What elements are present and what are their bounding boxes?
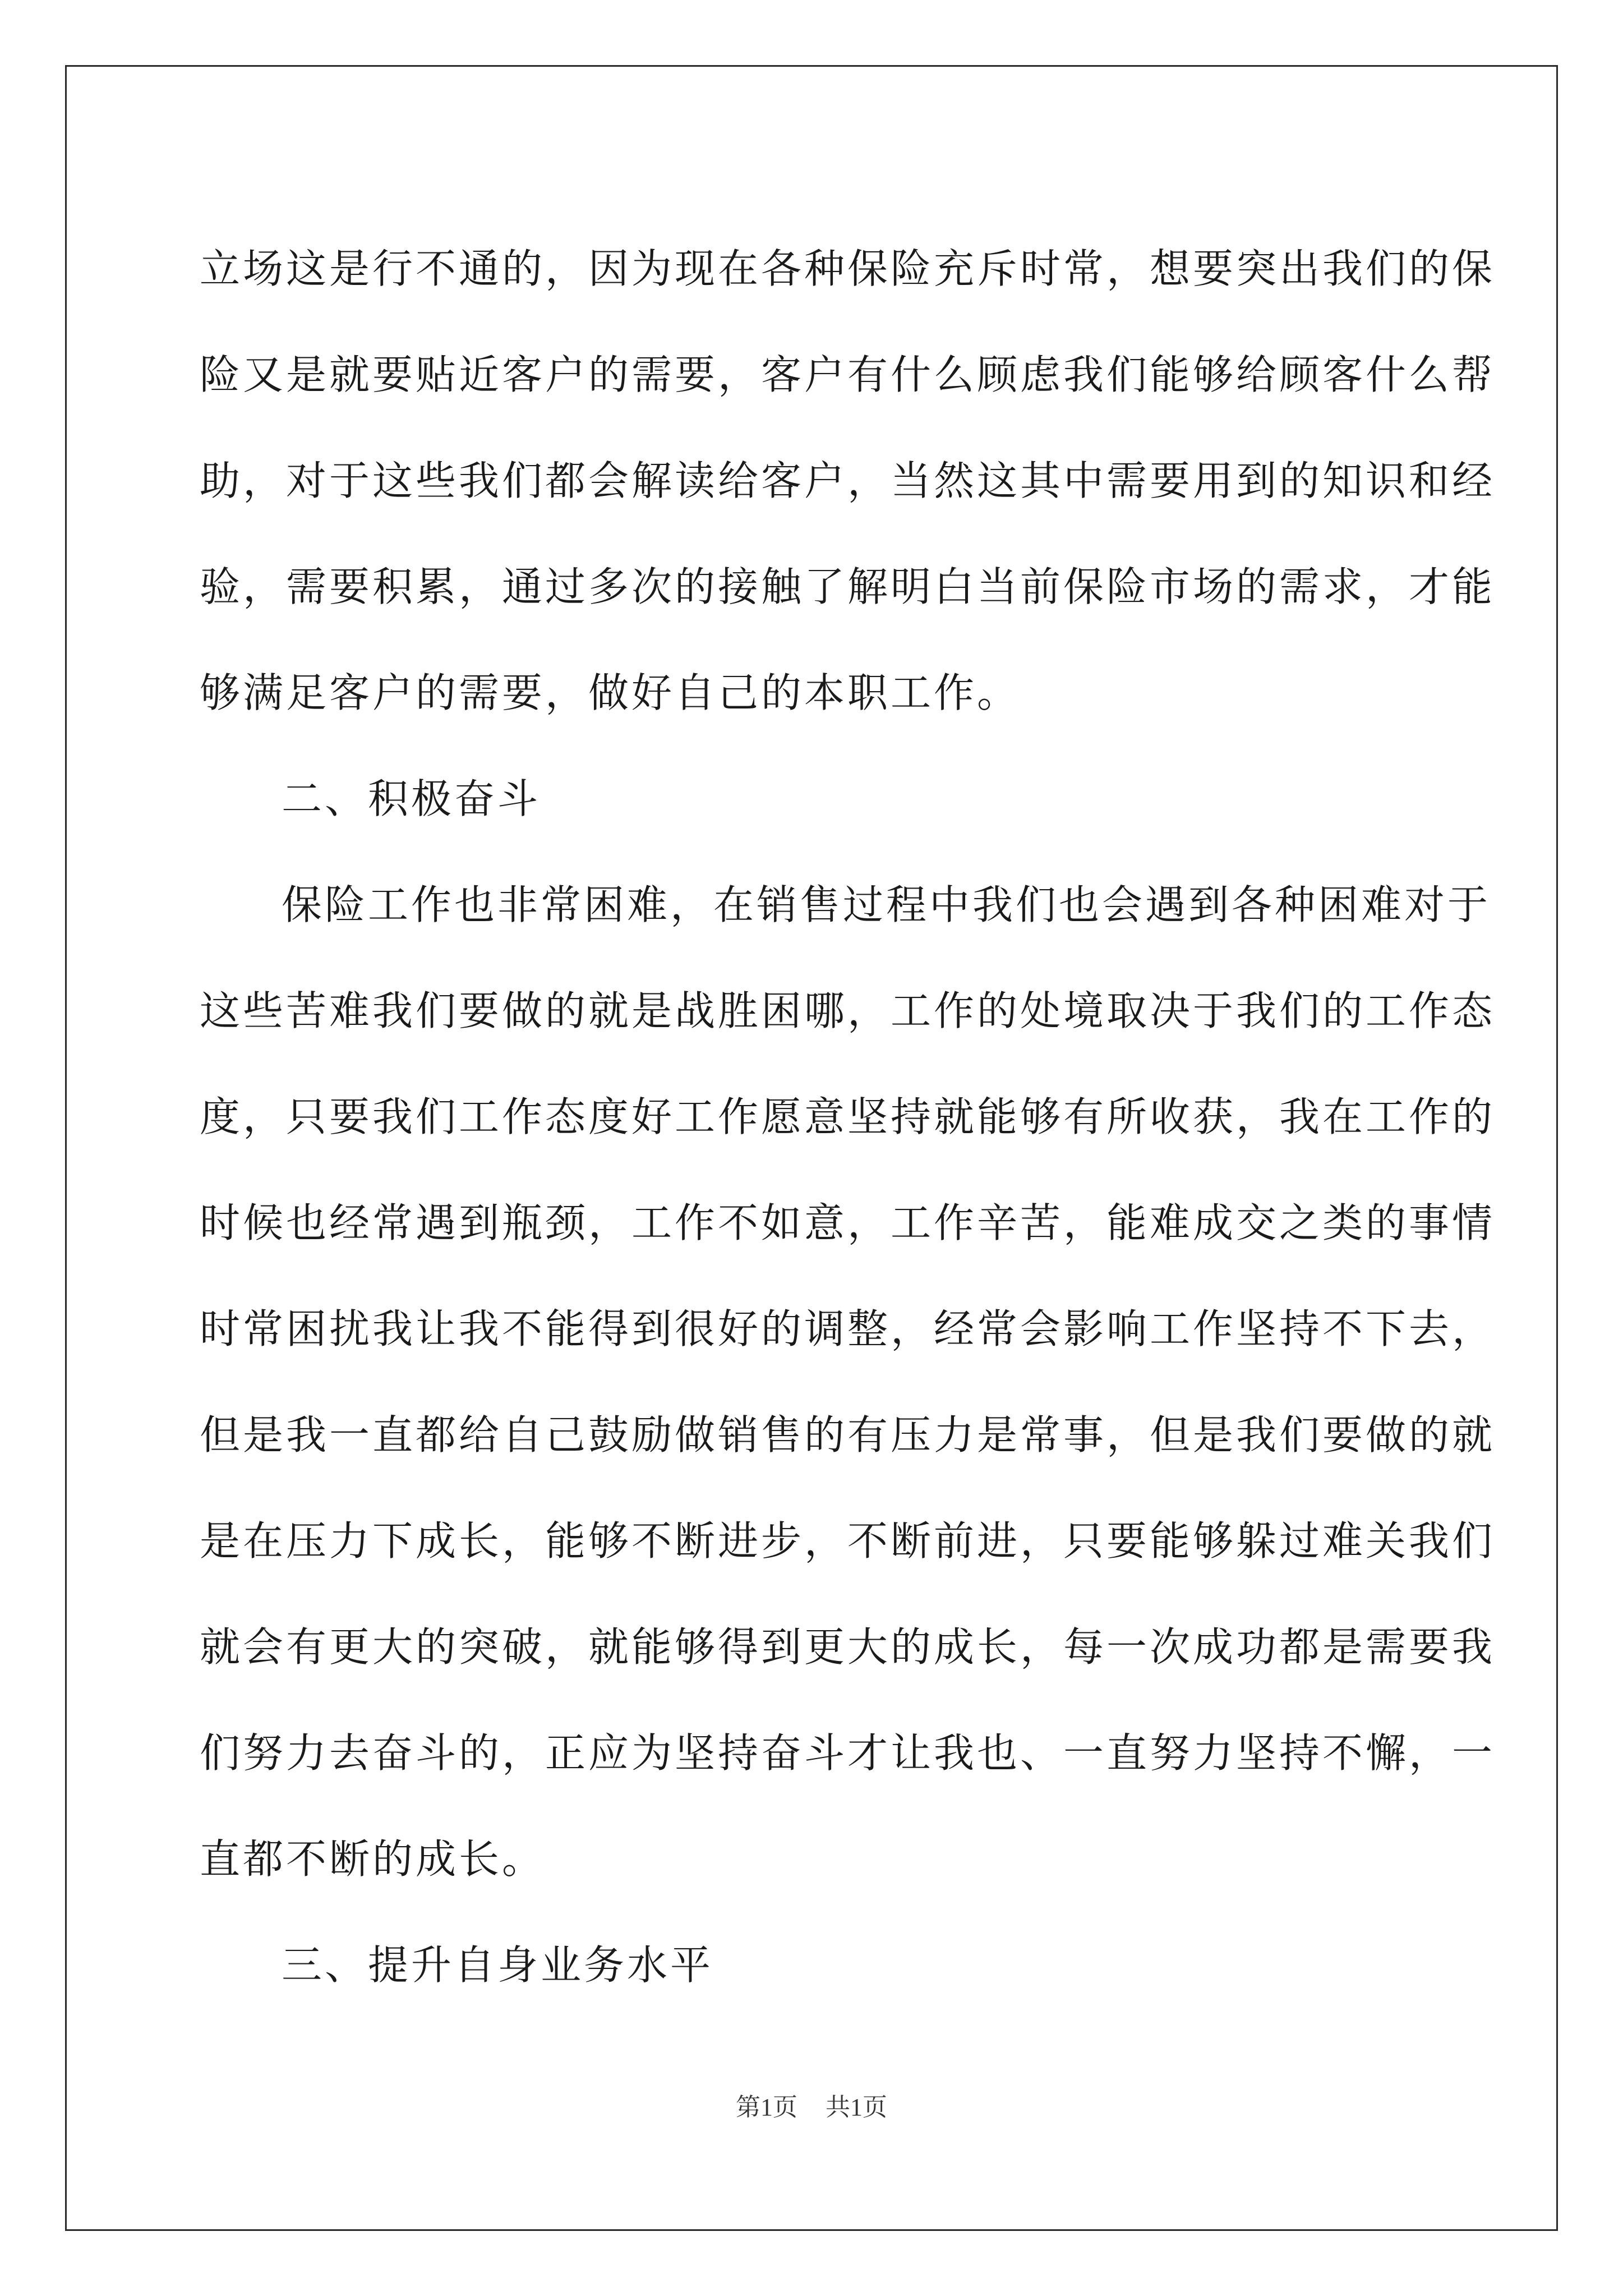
text-line: 就会有更大的突破，就能够得到更大的成长，每一次成功都是需要我 [200,1623,1496,1671]
text-line: 时候也经常遇到瓶颈，工作不如意，工作辛苦，能难成交之类的事情 [200,1199,1496,1246]
text-line: 保险工作也非常困难，在销售过程中我们也会遇到各种困难对于 [282,881,1491,928]
text-line: 险又是就要贴近客户的需要，客户有什么顾虑我们能够给顾客什么帮 [200,351,1496,398]
text-line: 立场这是行不通的，因为现在各种保险充斥时常，想要突出我们的保 [200,245,1496,292]
text-line: 这些苦难我们要做的就是战胜困哪，工作的处境取决于我们的工作态 [200,987,1496,1034]
page-footer [0,2087,1623,2123]
text-line: 们努力去奋斗的，正应为坚持奋斗才让我也、一直努力坚持不懈，一 [200,1729,1496,1777]
text-line: 够满足客户的需要，做好自己的本职工作。 [200,669,1021,716]
text-line: 度，只要我们工作态度好工作愿意坚持就能够有所收获，我在工作的 [200,1093,1496,1140]
text-line: 是在压力下成长，能够不断进步，不断前进，只要能够躲过难关我们 [200,1517,1496,1565]
section-heading: 二、积极奋斗 [282,775,541,822]
text-line: 时常困扰我让我不能得到很好的调整，经常会影响工作坚持不下去， [200,1305,1496,1352]
text-line: 助，对于这些我们都会解读给客户，当然这其中需要用到的知识和经 [200,457,1496,504]
page-total: 共1页 [826,2093,887,2121]
page-number: 第1页 [736,2093,797,2121]
section-heading: 三、提升自身业务水平 [282,1941,714,1989]
text-line: 但是我一直都给自己鼓励做销售的有压力是常事，但是我们要做的就 [200,1411,1496,1458]
text-line: 直都不断的成长。 [200,1835,546,1883]
text-line: 验，需要积累，通过多次的接触了解明白当前保险市场的需求，才能 [200,563,1496,610]
document-body [200,216,1496,2018]
